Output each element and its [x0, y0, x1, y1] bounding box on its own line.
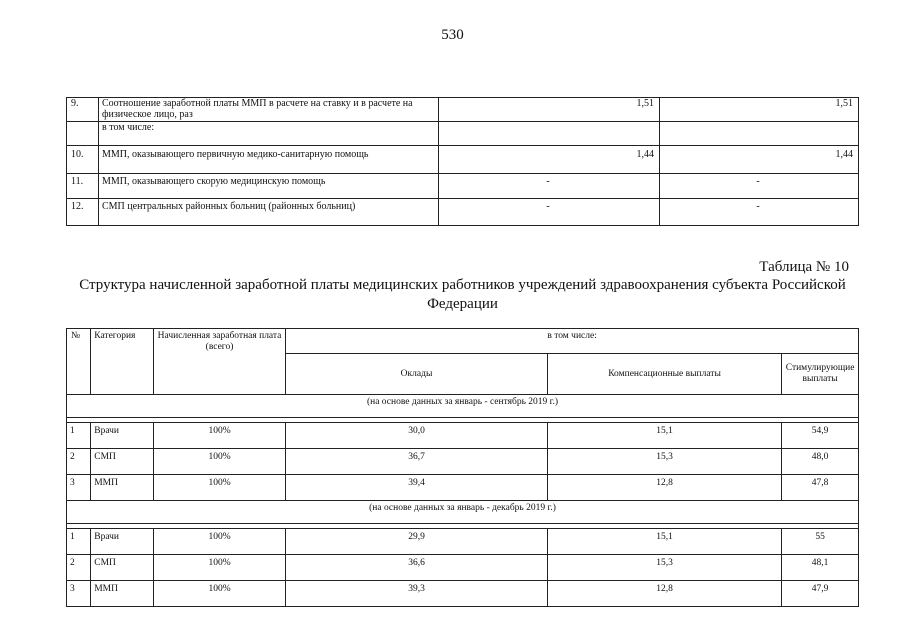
header-num: № [67, 329, 91, 395]
header-row [67, 329, 859, 354]
value-salaries: 36,7 [286, 449, 548, 475]
header-category: Категория [91, 329, 154, 395]
table-row [67, 581, 859, 607]
row-category: ММП [91, 581, 154, 607]
value-incentive: 48,0 [782, 449, 859, 475]
value-cell [439, 122, 660, 146]
header-including: в том числе: [286, 329, 859, 354]
value-salaries: 36,6 [286, 555, 548, 581]
value-compensation: 15,1 [547, 423, 781, 449]
value-total: 100% [153, 581, 285, 607]
value-compensation: 12,8 [547, 581, 781, 607]
row-category: Врачи [91, 423, 154, 449]
row-category: Врачи [91, 529, 154, 555]
value-cell: - [439, 199, 660, 226]
header-compensation: Компенсационные выплаты [547, 354, 781, 395]
row-number: 2 [67, 449, 91, 475]
row-category: СМП [91, 449, 154, 475]
value-cell: - [660, 199, 859, 226]
table-row [67, 174, 859, 199]
row-number: 12. [67, 199, 99, 226]
table-label: Таблица № 10 [759, 259, 849, 275]
row-number: 9. [67, 98, 99, 122]
table-row [67, 98, 859, 122]
value-salaries: 39,4 [286, 475, 548, 501]
value-total: 100% [153, 555, 285, 581]
table-title [66, 276, 859, 314]
table-title-line: Структура начисленной заработной платы медицинских работников учреждений здравоохранения субъекта Российской [79, 277, 846, 293]
value-compensation: 12,8 [547, 475, 781, 501]
period-label: (на основе данных за январь - декабрь 2019 г.) [67, 501, 859, 524]
row-number: 10. [67, 146, 99, 174]
salary-structure-table [66, 328, 859, 607]
row-number: 1 [67, 529, 91, 555]
value-total: 100% [153, 423, 285, 449]
table-row [67, 146, 859, 174]
page-number: 530 [441, 27, 464, 43]
value-compensation: 15,3 [547, 555, 781, 581]
row-name: СМП центральных районных больниц (районных больниц) [99, 199, 439, 226]
row-number: 2 [67, 555, 91, 581]
value-incentive: 47,8 [782, 475, 859, 501]
value-incentive: 55 [782, 529, 859, 555]
value-cell: 1,44 [439, 146, 660, 174]
row-category: ММП [91, 475, 154, 501]
value-total: 100% [153, 449, 285, 475]
value-cell [660, 122, 859, 146]
table-row [67, 555, 859, 581]
period-label: (на основе данных за январь - сентябрь 2019 г.) [67, 395, 859, 418]
row-number: 3 [67, 581, 91, 607]
row-number [67, 122, 99, 146]
row-name: ММП, оказывающего первичную медико-санитарную помощь [99, 146, 439, 174]
value-cell: - [660, 174, 859, 199]
table-title-line: Федерации [427, 296, 498, 312]
row-name: Соотношение заработной платы ММП в расчете на ставку и в расчете на физическое лицо, раз [99, 98, 439, 122]
value-incentive: 47,9 [782, 581, 859, 607]
value-total: 100% [153, 475, 285, 501]
value-cell: 1,51 [439, 98, 660, 122]
value-cell: 1,51 [660, 98, 859, 122]
table-row [67, 199, 859, 226]
value-cell: 1,44 [660, 146, 859, 174]
table-row [67, 449, 859, 475]
period-row [67, 501, 859, 524]
table-row [67, 423, 859, 449]
table-row [67, 529, 859, 555]
table-row [67, 122, 859, 146]
row-name: ММП, оказывающего скорую медицинскую помощь [99, 174, 439, 199]
value-salaries: 39,3 [286, 581, 548, 607]
value-incentive: 54,9 [782, 423, 859, 449]
value-compensation: 15,1 [547, 529, 781, 555]
value-cell: - [439, 174, 660, 199]
value-compensation: 15,3 [547, 449, 781, 475]
header-salaries: Оклады [286, 354, 548, 395]
row-name: в том числе: [99, 122, 439, 146]
header-incentive: Стимулирующие выплаты [782, 354, 859, 395]
value-salaries: 29,9 [286, 529, 548, 555]
value-total: 100% [153, 529, 285, 555]
table-row [67, 475, 859, 501]
value-salaries: 30,0 [286, 423, 548, 449]
row-number: 1 [67, 423, 91, 449]
value-incentive: 48,1 [782, 555, 859, 581]
period-row [67, 395, 859, 418]
ratio-table [66, 97, 859, 226]
row-number: 3 [67, 475, 91, 501]
row-number: 11. [67, 174, 99, 199]
header-total: Начисленная заработная плата (всего) [153, 329, 285, 395]
row-category: СМП [91, 555, 154, 581]
